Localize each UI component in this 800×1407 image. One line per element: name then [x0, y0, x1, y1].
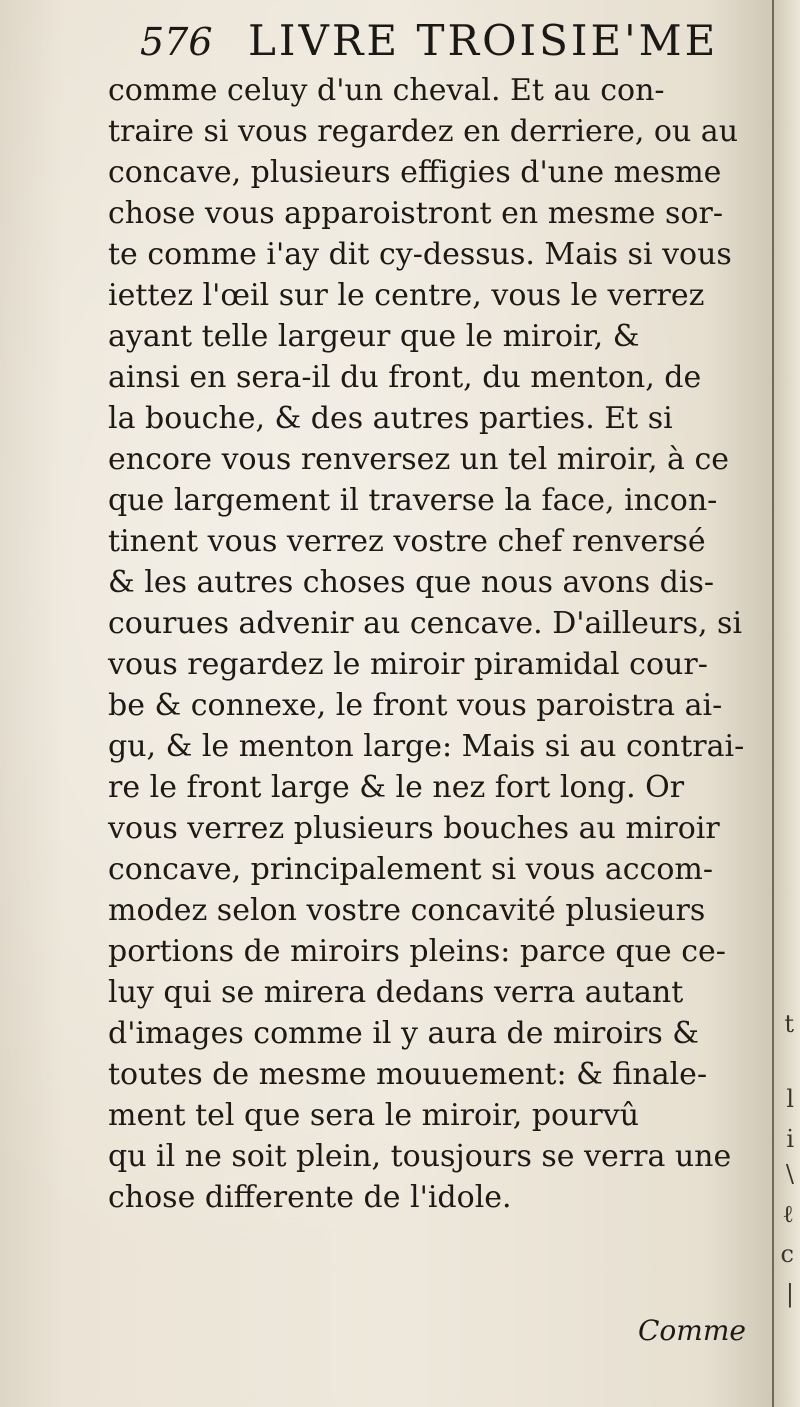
margin-fragment: i — [786, 1125, 794, 1153]
text-line: vous verrez plusieurs bouches au miroir — [108, 811, 720, 846]
text-line: chose differente de l'idole. — [108, 1180, 512, 1215]
text-line: concave, principalement si vous accom- — [108, 852, 713, 887]
text-line: d'images comme il y aura de miroirs & — [108, 1016, 700, 1051]
text-line: be & connexe, le front vous paroistra ai- — [108, 688, 723, 723]
text-line: toutes de mesme mouuement: & finale- — [108, 1057, 708, 1092]
text-line: concave, plusieurs effigies d'une mesme — [108, 155, 722, 190]
text-line: courues advenir au cencave. D'ailleurs, si — [108, 606, 743, 641]
margin-fragment: l — [786, 1085, 794, 1113]
text-line: comme celuy d'un cheval. Et au con- — [108, 73, 665, 108]
text-line: ayant telle largeur que le miroir, & — [108, 319, 640, 354]
text-line: & les autres choses que nous avons dis- — [108, 565, 715, 600]
catchword: Comme — [638, 1314, 746, 1347]
page-number: 576 — [140, 20, 213, 64]
text-line: ment tel que sera le miroir, pourvû — [108, 1098, 640, 1133]
text-line: te comme i'ay dit cy-dessus. Mais si vous — [108, 237, 732, 272]
text-line: luy qui se mirera dedans verra autant — [108, 975, 684, 1010]
text-line: re le front large & le nez fort long. Or — [108, 770, 685, 805]
text-line: encore vous renversez un tel miroir, à ce — [108, 442, 730, 477]
text-line: portions de miroirs pleins: parce que ce- — [108, 934, 726, 969]
text-line: traire si vous regardez en derriere, ou au — [108, 114, 739, 149]
text-line: tinent vous verrez vostre chef renversé — [108, 524, 706, 559]
text-line: modez selon vostre concavité plusieurs — [108, 893, 706, 928]
text-line: ainsi en sera-il du front, du menton, de — [108, 360, 702, 395]
margin-fragment: ℓ — [782, 1200, 794, 1228]
margin-fragment: c — [780, 1240, 794, 1268]
text-line: vous regardez le miroir piramidal cour- — [108, 647, 708, 682]
page-header — [140, 14, 780, 70]
text-line: chose vous apparoistront en mesme sor- — [108, 196, 723, 231]
margin-fragment: | — [785, 1280, 794, 1308]
text-line: qu il ne soit plein, tousjours se verra une — [108, 1139, 732, 1174]
text-line: gu, & le menton large: Mais si au contrai- — [108, 729, 745, 764]
facing-page-edge — [772, 0, 800, 1407]
margin-fragment: \ — [785, 1160, 794, 1188]
margin-fragment: t — [784, 1010, 794, 1038]
text-line: que largement il traverse la face, incon- — [108, 483, 718, 518]
text-line: iettez l'œil sur le centre, vous le verrez — [108, 278, 705, 313]
running-title: LIVRE TROISIE'ME — [248, 16, 719, 65]
text-line: la bouche, & des autres parties. Et si — [108, 401, 673, 436]
